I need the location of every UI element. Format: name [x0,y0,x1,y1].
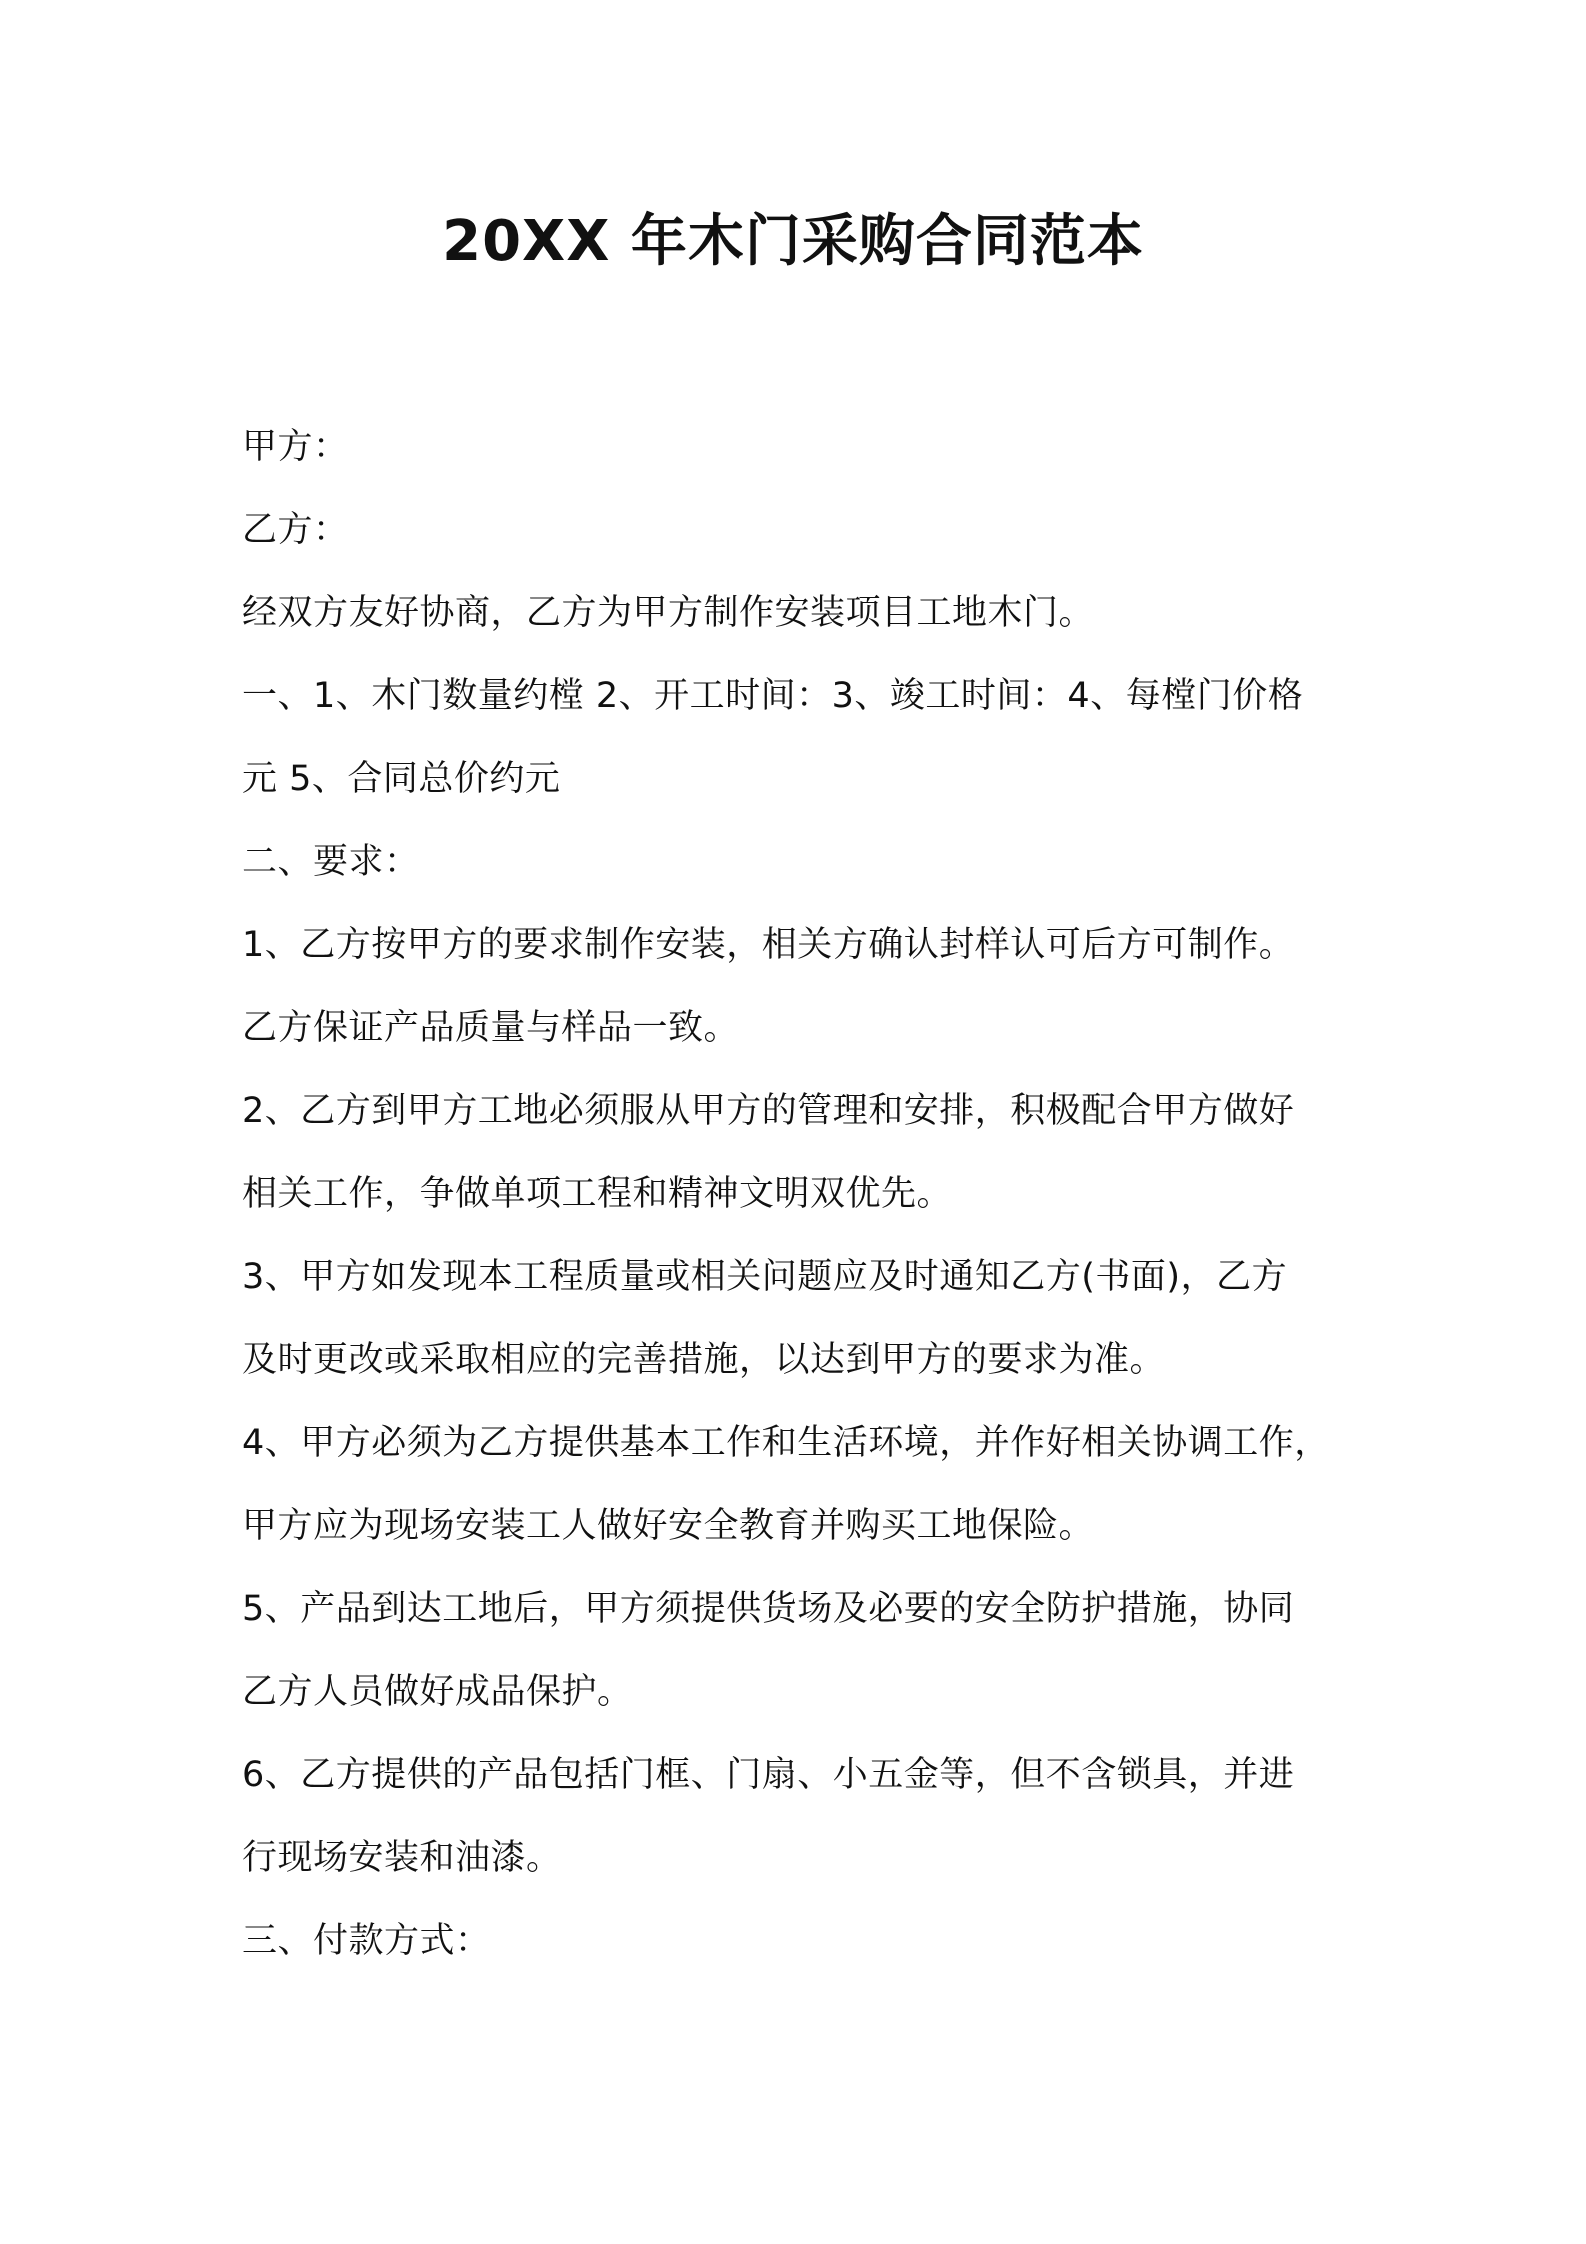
section-2-heading: 二、要求： [242,842,420,882]
requirement-4-line-1: 4、甲方必须为乙方提供基本工作和生活环境，并作好相关协调工作， [242,1423,1330,1463]
requirement-4-line-2: 甲方应为现场安装工人做好安全教育并购买工地保险。 [242,1506,1095,1546]
requirement-1-line-1: 1、乙方按甲方的要求制作安装，相关方确认封样认可后方可制作。 [242,925,1295,965]
requirement-6-line-1: 6、乙方提供的产品包括门框、门扇、小五金等，但不含锁具，并进 [242,1755,1295,1795]
requirement-5-line-2: 乙方人员做好成品保护。 [242,1672,633,1712]
section-1-line-1: 一、1、木门数量约樘 2、开工时间：3、竣工时间：4、每樘门价格 [242,676,1304,716]
requirement-1-line-2: 乙方保证产品质量与样品一致。 [242,1008,740,1048]
requirement-3-line-2: 及时更改或采取相应的完善措施，以达到甲方的要求为准。 [242,1340,1166,1380]
document-body [242,406,1392,1983]
requirement-5-line-1: 5、产品到达工地后，甲方须提供货场及必要的安全防护措施，协同 [242,1589,1295,1629]
requirement-2-line-1: 2、乙方到甲方工地必须服从甲方的管理和安排，积极配合甲方做好 [242,1091,1295,1131]
requirement-6-line-2: 行现场安装和油漆。 [242,1838,562,1878]
document-title: 20XX 年木门采购合同范本 [442,209,1144,274]
intro-line: 经双方友好协商，乙方为甲方制作安装项目工地木门。 [242,593,1095,633]
requirement-2-line-2: 相关工作，争做单项工程和精神文明双优先。 [242,1174,953,1214]
requirement-3-line-1: 3、甲方如发现本工程质量或相关问题应及时通知乙方(书面)，乙方 [242,1257,1288,1297]
party-a-line: 甲方： [242,427,349,467]
party-b-line: 乙方： [242,510,349,550]
section-3-heading: 三、付款方式： [242,1921,491,1961]
section-1-line-2: 元 5、合同总价约元 [242,759,561,799]
